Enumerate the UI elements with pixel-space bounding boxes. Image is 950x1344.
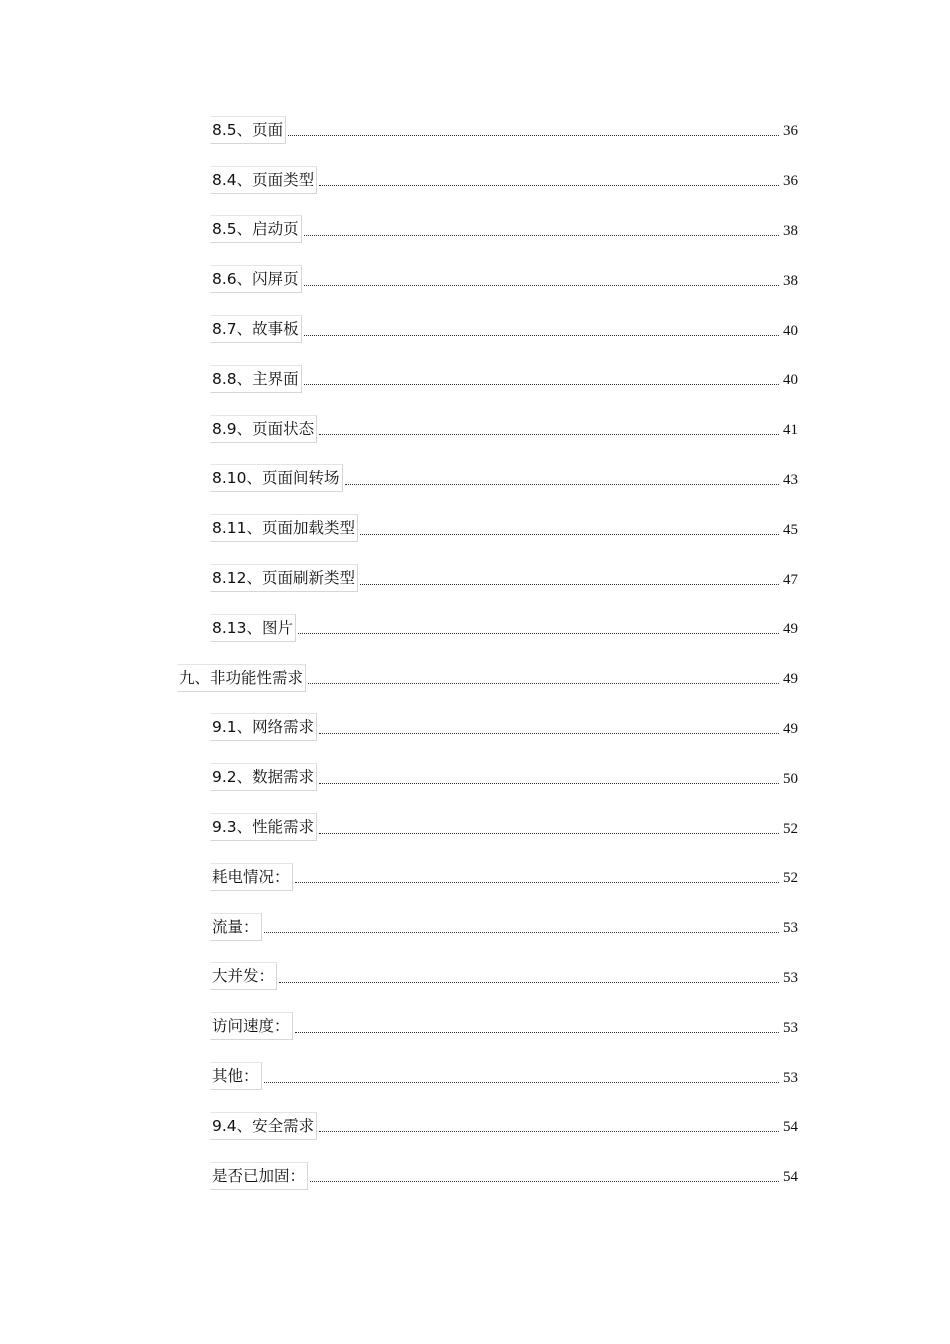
toc-entry-title[interactable]: 8.5、启动页 <box>210 215 302 243</box>
toc-entry[interactable] <box>0 304 950 354</box>
toc-page-number: 49 <box>783 621 798 638</box>
toc-entry-title[interactable]: 8.7、故事板 <box>210 315 302 343</box>
toc-entry-title[interactable]: 8.9、页面状态 <box>210 415 317 443</box>
dot-leader <box>319 434 779 435</box>
dot-leader <box>345 484 779 485</box>
toc-page-number: 50 <box>783 770 798 787</box>
toc-entry-title[interactable]: 9.3、性能需求 <box>210 813 317 841</box>
toc-page-number: 54 <box>783 1169 798 1186</box>
toc-entry[interactable] <box>0 1001 950 1051</box>
toc-entry-title[interactable]: 8.4、页面类型 <box>210 166 317 194</box>
toc-entry[interactable] <box>0 852 950 902</box>
toc-entry-title[interactable]: 九、非功能性需求 <box>177 664 306 692</box>
toc-page-number: 40 <box>783 322 798 339</box>
toc-page-number: 52 <box>783 870 798 887</box>
toc-entry-title[interactable]: 9.2、数据需求 <box>210 763 317 791</box>
dot-leader <box>319 833 779 834</box>
toc-entry-title[interactable]: 流量： <box>210 913 262 941</box>
dot-leader <box>304 285 779 286</box>
toc-entry-title[interactable]: 其他： <box>210 1062 262 1090</box>
toc-entry-title[interactable]: 访问速度： <box>210 1012 293 1040</box>
dot-leader <box>319 1131 779 1132</box>
dot-leader <box>319 185 779 186</box>
toc-page-number: 36 <box>783 173 798 190</box>
dot-leader <box>360 584 779 585</box>
toc-entry[interactable] <box>0 454 950 504</box>
dot-leader <box>360 534 779 535</box>
toc-entry-title[interactable]: 9.1、网络需求 <box>210 713 317 741</box>
toc-entry[interactable] <box>0 155 950 205</box>
toc-entry[interactable] <box>0 503 950 553</box>
toc-page-number: 38 <box>783 222 798 239</box>
toc-page-number: 47 <box>783 571 798 588</box>
toc-entry-title[interactable]: 8.11、页面加载类型 <box>210 514 358 542</box>
table-of-contents <box>0 105 950 1201</box>
toc-page-number: 54 <box>783 1119 798 1136</box>
dot-leader <box>308 683 779 684</box>
dot-leader <box>298 633 779 634</box>
toc-entry[interactable] <box>0 703 950 753</box>
toc-entry[interactable] <box>0 1051 950 1101</box>
dot-leader <box>304 335 779 336</box>
toc-page-number: 45 <box>783 521 798 538</box>
toc-entry-title[interactable]: 8.6、闪屏页 <box>210 265 302 293</box>
toc-page-number: 52 <box>783 820 798 837</box>
toc-entry[interactable] <box>0 205 950 255</box>
toc-entry[interactable] <box>0 105 950 155</box>
toc-entry-title[interactable]: 8.5、页面 <box>210 116 286 144</box>
toc-page-number: 43 <box>783 471 798 488</box>
toc-page-number: 49 <box>783 720 798 737</box>
toc-page-number: 41 <box>783 422 798 439</box>
toc-entry[interactable] <box>0 254 950 304</box>
toc-entry[interactable] <box>0 952 950 1002</box>
toc-entry-title[interactable]: 耗电情况： <box>210 863 293 891</box>
dot-leader <box>304 235 779 236</box>
toc-entry[interactable] <box>0 752 950 802</box>
dot-leader <box>319 783 779 784</box>
toc-entry-title[interactable]: 9.4、安全需求 <box>210 1112 317 1140</box>
dot-leader <box>295 1032 779 1033</box>
toc-entry[interactable] <box>0 553 950 603</box>
dot-leader <box>264 932 779 933</box>
toc-entry-title[interactable]: 是否已加固： <box>210 1162 308 1190</box>
toc-entry-title[interactable]: 8.8、主界面 <box>210 365 302 393</box>
toc-entry-title[interactable]: 大并发： <box>210 962 277 990</box>
toc-entry[interactable] <box>0 603 950 653</box>
toc-entry[interactable] <box>0 802 950 852</box>
toc-page-number: 53 <box>783 1019 798 1036</box>
dot-leader <box>310 1181 779 1182</box>
dot-leader <box>304 384 779 385</box>
dot-leader <box>319 733 779 734</box>
toc-entry[interactable] <box>0 1101 950 1151</box>
toc-page-number: 36 <box>783 123 798 140</box>
toc-entry[interactable] <box>0 404 950 454</box>
toc-page-number: 49 <box>783 671 798 688</box>
toc-entry-title[interactable]: 8.12、页面刷新类型 <box>210 564 358 592</box>
dot-leader <box>295 882 779 883</box>
dot-leader <box>279 982 779 983</box>
toc-entry-title[interactable]: 8.10、页面间转场 <box>210 464 343 492</box>
toc-entry[interactable] <box>0 902 950 952</box>
toc-page-number: 40 <box>783 372 798 389</box>
dot-leader <box>288 135 779 136</box>
toc-entry[interactable] <box>0 354 950 404</box>
toc-page-number: 53 <box>783 1069 798 1086</box>
toc-entry[interactable] <box>0 653 950 703</box>
toc-entry-title[interactable]: 8.13、图片 <box>210 614 296 642</box>
toc-entry[interactable] <box>0 1151 950 1201</box>
toc-page-number: 53 <box>783 969 798 986</box>
dot-leader <box>264 1082 779 1083</box>
toc-page-number: 53 <box>783 920 798 937</box>
toc-page-number: 38 <box>783 272 798 289</box>
